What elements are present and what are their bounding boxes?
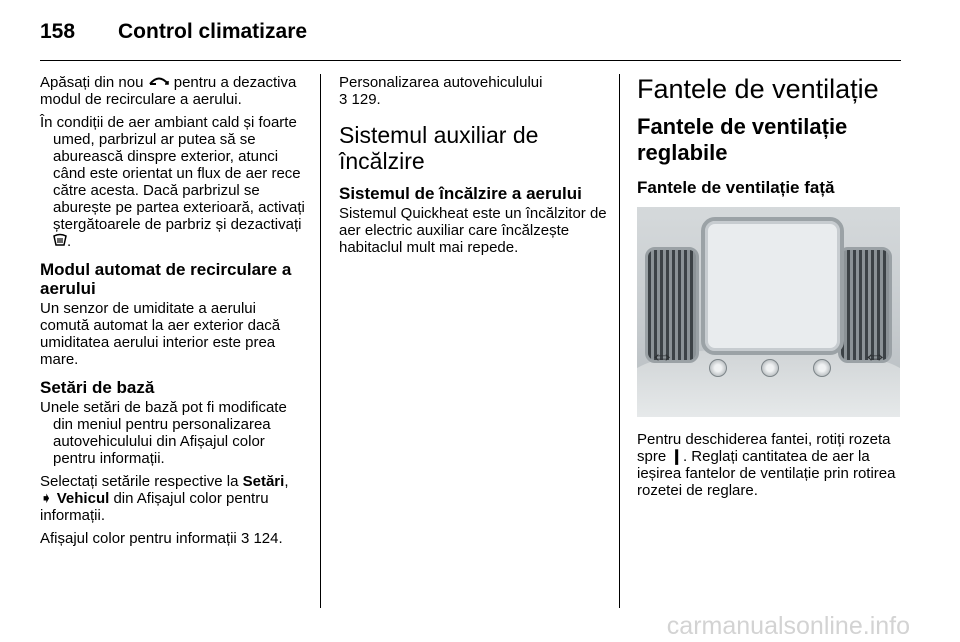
watermark: carmanualsonline.info [666, 612, 910, 640]
heading-front-vents: Fantele de ventilație față [637, 178, 835, 197]
header-divider [40, 60, 901, 61]
paragraph-recirculation-off: Apăsați din nou pentru a dezactiva modul de recirculare a aerului. [40, 74, 297, 108]
column-2 [339, 74, 607, 262]
page-number: 158 [40, 20, 76, 43]
right-adjust-arrow-icon: ⇔ [862, 340, 888, 370]
windshield-defrost-icon [53, 233, 67, 250]
chapter-title: Control climatizare [118, 20, 308, 43]
heading-basic-settings: Setări de bază [40, 378, 155, 397]
reference-arrow-icon: 3 [339, 91, 348, 108]
open-position-mark: ❙ [670, 448, 683, 465]
paragraph-personalization-ref: Personalizarea autovehiculului 3 129. [339, 74, 543, 108]
column-3 [637, 74, 905, 505]
heading-adjustable-vents: Fantele de ventilație reglabile [637, 114, 848, 165]
column-divider-2 [619, 74, 620, 608]
paragraph-display-ref: Afișajul color pentru informații 3 124. [40, 530, 283, 547]
paragraph-select-settings: Selectați setările respective la Setări, ➧ Vehicul din Afișajul color pentru informații. [40, 473, 289, 524]
front-vents-illustration [637, 207, 900, 417]
page-header [40, 20, 900, 60]
paragraph-auto-recirculation: Un senzor de umiditate a aerului comută automat la aer exterior dacă umiditatea aerului interior este prea mare. [40, 300, 281, 368]
column-divider-1 [320, 74, 321, 608]
column-1 [40, 74, 308, 553]
paragraph-fogging: În condiții de aer ambiant cald și foarte umed, parbrizul ar putea să se aburească dinspre exterior, atunci când este orientat un flux de aer rece către acesta. Dacă parbrizul se aburește pe partea exterioară, activați ștergătoarele de parbriz și dezactivați . [40, 114, 305, 250]
paragraph-basic-settings: Unele setări de bază pot fi modificate din meniul pentru personalizarea autovehiculului din Afișajul color pentru informații. [40, 399, 287, 467]
heading-auto-recirculation: Modul automat de recirculare a aerului [40, 260, 292, 298]
reference-arrow-icon: 3 [240, 530, 250, 547]
recirculation-icon [148, 74, 170, 91]
paragraph-air-heating: Sistemul Quickheat este un încălzitor de aer electric auxiliar care încălzește habitaclul mult mai repede. [339, 205, 607, 256]
center-display [701, 217, 844, 355]
heading-air-heating: Sistemul de încălzire a aerului [339, 184, 582, 203]
arrow-icon: ➧ [40, 490, 53, 507]
heading-auxiliary-heating: Sistemul auxiliar de încălzire [339, 122, 539, 174]
left-adjust-arrow-icon: ⇔ [649, 340, 675, 370]
paragraph-open-vent: Pentru deschiderea fantei, rotiți rozeta spre ❙. Reglați cantitatea de aer la ieșirea fantelor de ventilație prin rotirea rozetei de reglare. [637, 431, 896, 499]
heading-vents: Fantele de ventilație [637, 74, 879, 104]
